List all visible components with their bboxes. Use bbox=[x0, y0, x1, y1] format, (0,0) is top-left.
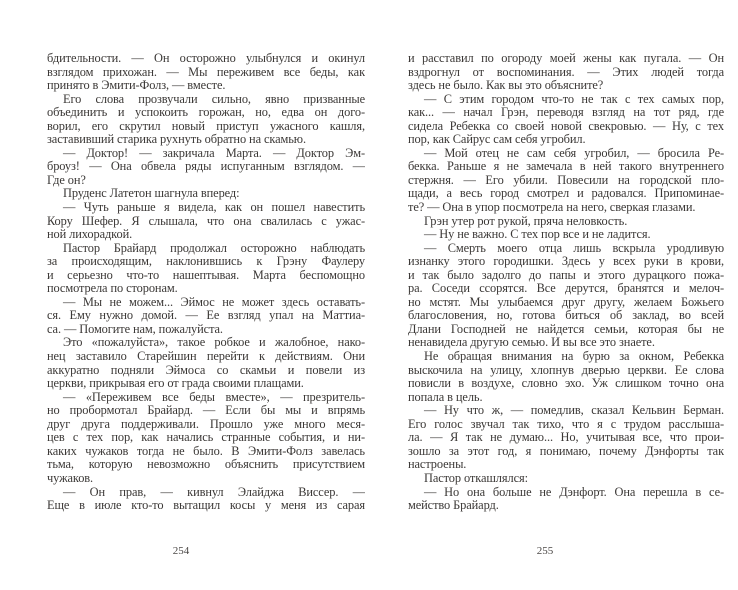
text-line: Его голос звучал так тихо, что я с трудом расслыша- bbox=[408, 417, 724, 431]
text-line: изнанку этого городишки. Здесь у всех руки в крови, bbox=[408, 255, 724, 269]
right-page-text bbox=[408, 52, 724, 513]
text-line: вздрогнул от воспоминания. — Этих людей тогда bbox=[408, 65, 724, 79]
text-line: заставивший старика рухнуть обратно на скамью. bbox=[47, 133, 306, 147]
text-line: Его слова прозвучали сильно, явно призванные bbox=[63, 92, 365, 106]
text-line: — Мой отец не сам себя угробил, — бросила Ре- bbox=[424, 146, 724, 160]
text-line: как... — начал Грэн, переводя взгляд на тот ряд, где bbox=[408, 106, 724, 120]
text-line: здесь не было. Как вы это объясните? bbox=[408, 79, 604, 93]
text-line: са. — Помогите нам, пожалуйста. bbox=[47, 322, 223, 336]
text-line: — Доктор! — закричала Марта. — Доктор Эм- bbox=[63, 146, 365, 160]
left-page-text bbox=[47, 52, 365, 513]
text-line: ворил, его скрутил новый приступ ужасного кашля, bbox=[47, 119, 365, 133]
text-line: аккуратно подняли Эймоса со скамьи и повели из bbox=[47, 363, 365, 377]
text-line: настроены. bbox=[408, 458, 467, 472]
left-page-number: 254 bbox=[172, 545, 190, 557]
text-line: — Мы не можем... Эймос не может здесь оставать- bbox=[63, 295, 365, 309]
text-line: Грэн утер рот рукой, пряча неловкость. bbox=[424, 214, 628, 228]
text-line: — Чуть раньше я видела, как он пошел навестить bbox=[63, 201, 365, 215]
text-line: ся. Ему нужно домой. — Ее взгляд упал на Маттиа- bbox=[47, 309, 365, 323]
text-line: принято в Эмити-Фолз, — вместе. bbox=[47, 79, 226, 93]
text-line: попала в цель. bbox=[408, 390, 483, 404]
text-line: чужаков. bbox=[47, 471, 94, 485]
text-line: ла. — Я так не думаю... Но, учитывая все, что прои- bbox=[408, 431, 724, 445]
text-line: цев с тех пор, как начались странные события, и ни- bbox=[47, 431, 365, 445]
text-line: ной лихорадкой. bbox=[47, 228, 133, 242]
text-line: и серьезно что-то нашептывая. Марта беспомощно bbox=[47, 268, 365, 282]
text-line: — Он прав, — кивнул Элайджа Виссер. — bbox=[63, 485, 365, 499]
text-line: те? — Она в упор посмотрела на него, сверкая глазами. bbox=[408, 201, 696, 215]
right-page-number: 255 bbox=[536, 545, 554, 557]
text-line: выскочила на улицу, хлопнув дверью церкви. Ее слова bbox=[408, 363, 724, 377]
text-line: друг друга поддерживали. Прошло уже много меся- bbox=[47, 417, 365, 431]
text-line: Это «пожалуйста», такое робкое и жалобное, нако- bbox=[63, 336, 365, 350]
text-line: пор, как Сайрус сам себя угробил. bbox=[408, 133, 586, 147]
text-line: и так было задолго до папы и этого дурацкого пожа- bbox=[408, 268, 724, 282]
text-line: Пруденс Латетон шагнула вперед: bbox=[63, 187, 240, 201]
text-line: взглядом прихожан. — Мы переживем все беды, как bbox=[47, 65, 365, 79]
text-line: — Ну не важно. С тех пор все и не ладится. bbox=[424, 228, 651, 242]
text-line: повисли в воздухе, словно эхо. Уж слишком точно она bbox=[408, 377, 724, 391]
text-line: Еще в июле кто-то вытащил косы у меня из сарая bbox=[47, 499, 365, 513]
text-line: тьма, которую невозможно объяснить присутствием bbox=[47, 458, 365, 472]
text-line: Не обращая внимания на бурю за окном, Ребекка bbox=[424, 350, 724, 364]
text-line: ра. Соседи ссорятся. Все дерутся, бранятся и мелоч- bbox=[408, 282, 724, 296]
text-line: — Смерть моего отца лишь вскрыла уродливую bbox=[424, 241, 724, 255]
text-line: — «Переживем все беды вместе», — презритель- bbox=[63, 390, 365, 404]
text-line: ненавидела другую семью. И вы все это знаете. bbox=[408, 336, 655, 350]
text-line: нец заставило Старейшин перейти к действиям. Они bbox=[47, 350, 365, 364]
text-line: — С этим городом что-то не так с тех самых пор, bbox=[424, 92, 724, 106]
text-line: бдительности. — Он осторожно улыбнулся и окинул bbox=[47, 52, 365, 65]
text-line: — Ну что ж, — помедлив, сказал Кельвин Берман. bbox=[424, 404, 724, 418]
text-line: сидела Ребекка со своей новой свекровью. — Ну, с тех bbox=[408, 119, 724, 133]
text-line: мейство Брайард. bbox=[408, 499, 499, 513]
text-line: щади, а весь город смотрел и радовался. Припоминае- bbox=[408, 187, 724, 201]
text-line: Пастор Брайард продолжал осторожно наблюдать bbox=[63, 241, 365, 255]
text-line: — Но она больше не Дэнфорт. Она перешла в се- bbox=[424, 485, 724, 499]
text-line: и расставил по огороду моей жены как пугала. — Он bbox=[408, 52, 724, 65]
text-line: зошло за этот год, я понимаю, почему Дэнфорты так bbox=[408, 444, 724, 458]
text-line: за происходящим, наклонившись к Грэну Фаулеру bbox=[47, 255, 365, 269]
text-line: Длани Господней не найдется семьи, которая бы не bbox=[408, 322, 724, 336]
text-line: но пробормотал Брайард. — Если бы мы и впрямь bbox=[47, 404, 365, 418]
text-line: церкви, прикрывая его от града своими плащами. bbox=[47, 377, 304, 391]
text-line: каких чужаков тогда не было. В Эмити-Фолз завелась bbox=[47, 444, 365, 458]
text-line: объединить и успокоить горожан, но, едва он дого- bbox=[47, 106, 365, 120]
text-line: Где он? bbox=[47, 173, 86, 187]
text-line: Кору Шефер. Я слышала, что она свалилась с ужас- bbox=[47, 214, 365, 228]
text-line: бекка. Раньше я не замечала в ней такого внутреннего bbox=[408, 160, 724, 174]
text-line: броуз! — Она обвела ряды испуганным взглядом. — bbox=[47, 160, 365, 174]
text-line: стержня. — Его убили. Повесили на городской пло- bbox=[408, 173, 724, 187]
text-line: но мстят. Мы улыбаемся друг другу, желаем Божьего bbox=[408, 295, 724, 309]
text-line: посмотрела по сторонам. bbox=[47, 282, 178, 296]
text-line: благословения, но, готова биться об заклад, во всей bbox=[408, 309, 724, 323]
text-line: Пастор откашлялся: bbox=[424, 471, 528, 485]
